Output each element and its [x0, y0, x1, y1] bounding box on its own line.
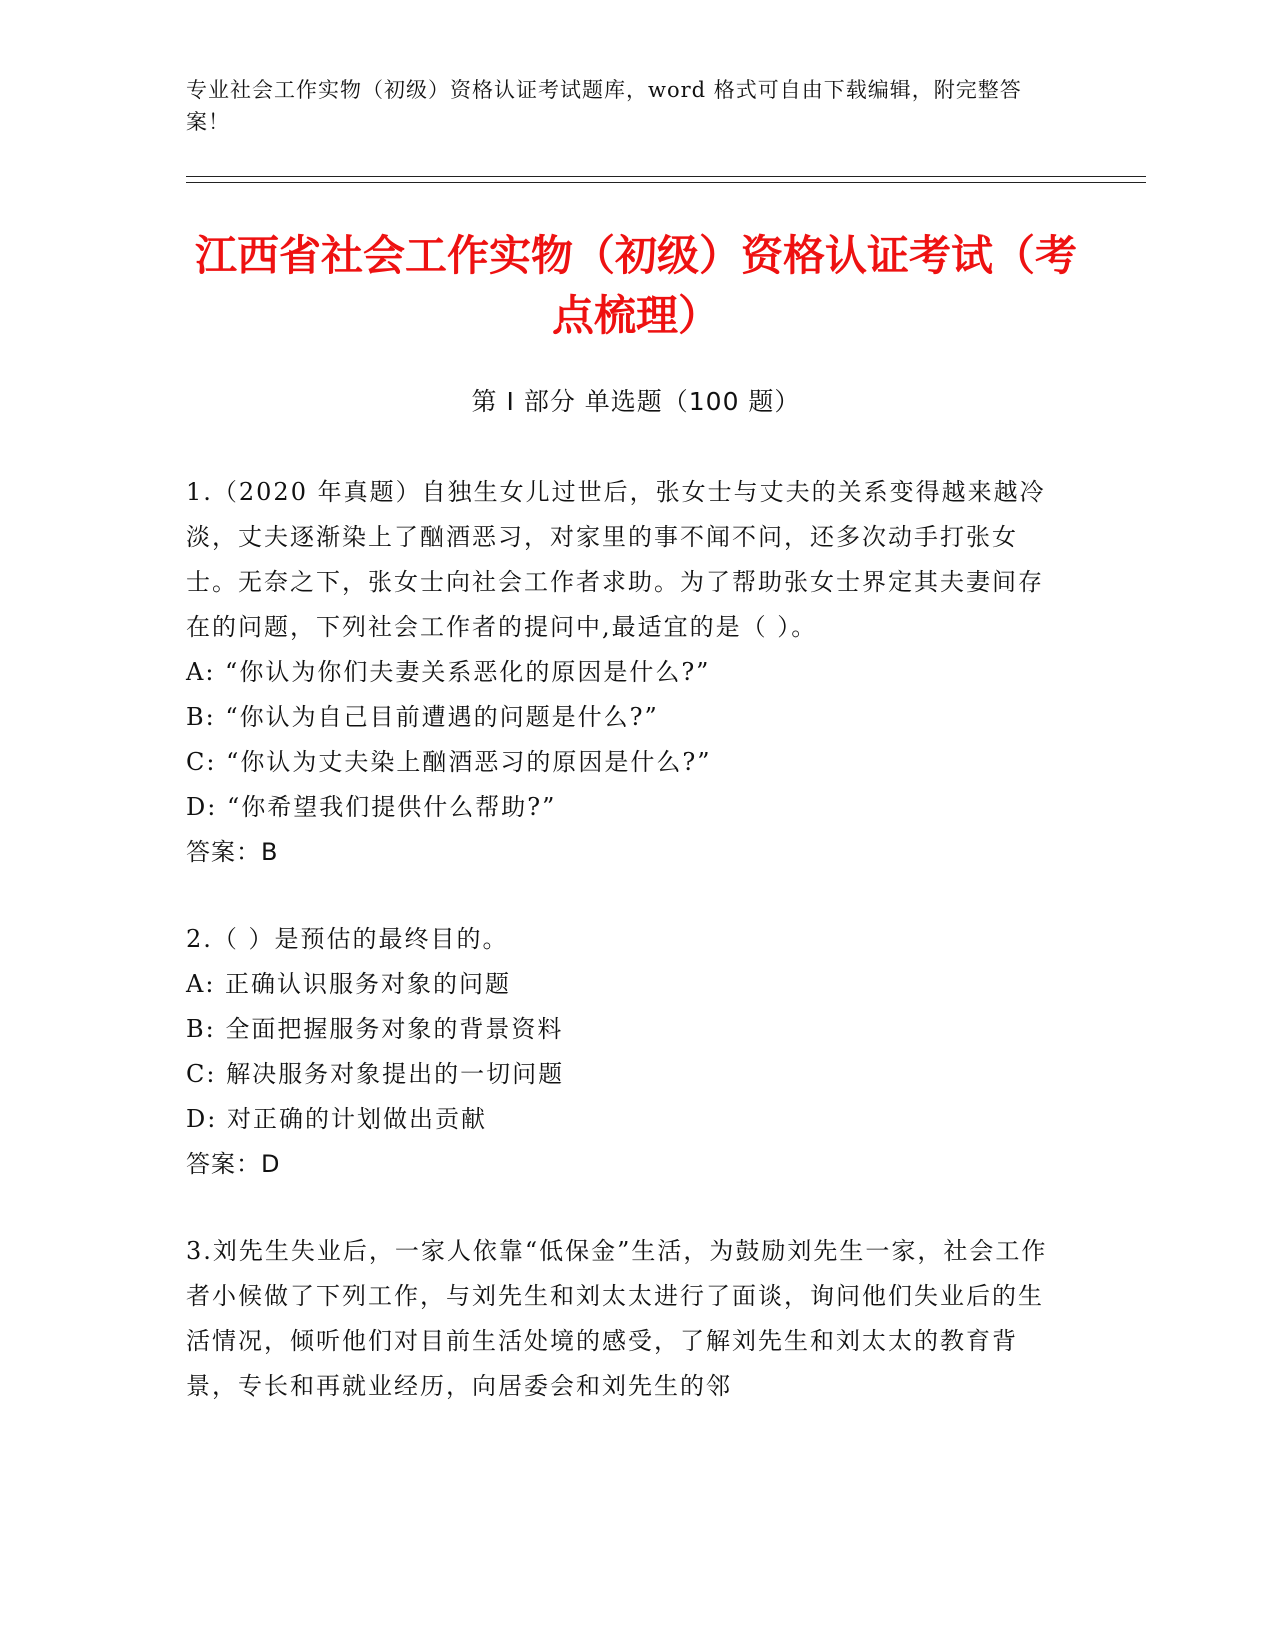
answer-line: 答案：B [186, 838, 279, 866]
header-divider-top [186, 176, 1146, 177]
question-2 [186, 917, 1066, 1187]
question-3 [186, 1229, 1066, 1409]
answer-line: 答案：D [186, 1150, 281, 1178]
header-divider-bottom [186, 182, 1146, 183]
header-note: 专业社会工作实物（初级）资格认证考试题库，word 格式可自由下载编辑，附完整答案！ [186, 78, 1022, 134]
option-b: B: 全面把握服务对象的背景资料 [186, 1015, 564, 1043]
question-stem: 3.刘先生失业后，一家人依靠“低保金”生活，为鼓励刘先生一家，社会工作者小候做了下列工作，与刘先生和刘太太进行了面谈，询问他们失业后的生活情况，倾听他们对目前生活处境的感受，了解刘先生和刘太太的教育背景，专长和再就业经历，向居委会和刘先生的邻 [186, 1237, 1048, 1400]
option-a: A: 正确认识服务对象的问题 [186, 970, 512, 998]
question-list [186, 470, 1066, 1451]
document-title: 江西省社会工作实物（初级）资格认证考试（考点梳理） [194, 231, 1077, 340]
question-1 [186, 470, 1066, 875]
option-b: B: “你认为自己目前遭遇的问题是什么?” [186, 703, 659, 731]
question-stem: 1.（2020 年真题）自独生女儿过世后，张女士与丈夫的关系变得越来越冷淡，丈夫逐渐染上了酗酒恶习，对家里的事不闻不问，还多次动手打张女士。无奈之下，张女士向社会工作者求助。为了帮助张女士界定其夫妻间存在的问题，下列社会工作者的提问中,最适宜的是（ ）。 [186, 478, 1046, 641]
question-stem: 2.（ ）是预估的最终目的。 [186, 925, 509, 953]
option-c: C: 解决服务对象提出的一切问题 [186, 1060, 565, 1088]
option-c: C: “你认为丈夫染上酗酒恶习的原因是什么?” [186, 748, 712, 776]
section-heading: 第 I 部分 单选题（100 题） [471, 387, 801, 416]
option-d: D: 对正确的计划做出贡献 [186, 1105, 487, 1133]
option-a: A: “你认为你们夫妻关系恶化的原因是什么?” [186, 658, 711, 686]
option-d: D: “你希望我们提供什么帮助?” [186, 793, 557, 821]
